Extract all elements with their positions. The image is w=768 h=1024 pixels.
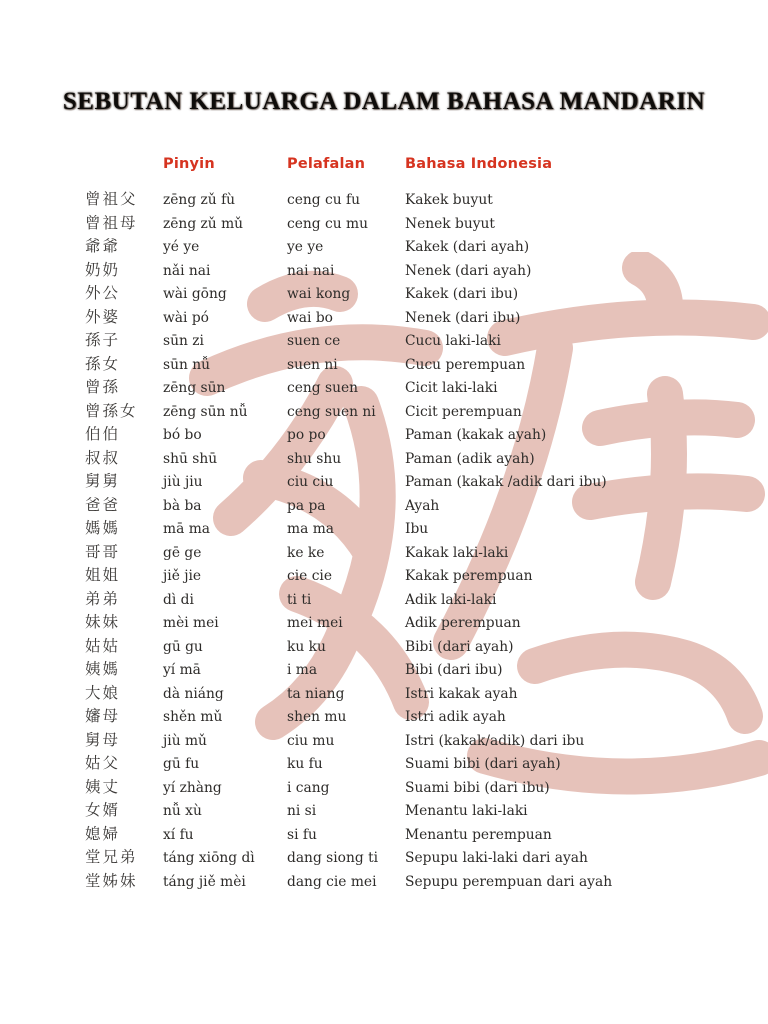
pinyin-cell: zēng sūn nǚ [163,403,248,420]
hanzi-cell: 伯伯 [85,425,121,443]
indonesian-cell: Bibi (dari ayah) [405,638,514,655]
pelafalan-cell: nai nai [287,262,335,279]
vocabulary-table [85,153,757,893]
indonesian-cell: Menantu laki-laki [405,803,528,819]
hanzi-cell: 曾孫女 [85,401,138,420]
page-title: SEBUTAN KELUARGA DALAM BAHASA MANDARIN [62,88,706,115]
hanzi-cell: 爺爺 [85,237,121,255]
table-row [85,776,757,800]
pelafalan-cell: po po [287,427,326,443]
pelafalan-cell: ciu ciu [287,474,334,490]
column-header-bahasa-indonesia: Bahasa Indonesia [405,156,553,172]
hanzi-cell: 大娘 [85,683,121,702]
hanzi-cell: 曾祖母 [85,213,138,232]
pelafalan-cell: cie cie [287,568,332,584]
pinyin-cell: bà ba [163,497,202,514]
pinyin-cell: xí fu [163,826,194,843]
table-row [85,353,757,377]
pinyin-cell: wài pó [163,309,209,326]
pelafalan-cell: si fu [287,826,317,843]
table-row [85,823,757,847]
pelafalan-cell: wai bo [287,309,333,326]
indonesian-cell: Ayah [405,497,440,514]
table-row [85,705,757,729]
pinyin-cell: dì di [163,591,194,608]
table-row [85,564,757,588]
table-header-row [85,153,757,175]
indonesian-cell: Kakek (dari ayah) [405,239,530,255]
pelafalan-cell: shen mu [287,709,347,725]
indonesian-cell: Sepupu perempuan dari ayah [405,873,613,890]
table-row [85,447,757,471]
hanzi-cell: 堂姊妹 [85,871,138,890]
pelafalan-cell: pa pa [287,497,326,514]
pinyin-cell: nǎi nai [163,262,211,279]
hanzi-cell: 姨丈 [85,777,121,796]
indonesian-cell: Kakak laki-laki [405,544,509,561]
hanzi-cell: 叔叔 [85,448,121,467]
hanzi-cell: 女婿 [85,801,121,819]
indonesian-cell: Nenek (dari ibu) [405,309,521,326]
indonesian-cell: Menantu perempuan [405,826,552,843]
pinyin-cell: yí mā [163,662,201,678]
pinyin-cell: sūn nǚ [163,356,211,373]
indonesian-cell: Istri (kakak/adik) dari ibu [405,732,585,749]
pinyin-cell: zēng zǔ mǔ [163,215,244,232]
column-header-pelafalan: Pelafalan [287,156,366,172]
hanzi-cell: 曾孫 [85,378,121,396]
pinyin-cell: yé ye [163,239,200,255]
pelafalan-cell: i cang [287,779,330,796]
table-row [85,188,757,212]
pelafalan-cell: ceng cu mu [287,215,368,232]
table-row [85,212,757,236]
pelafalan-cell: dang cie mei [287,873,377,890]
indonesian-cell: Ibu [405,521,429,537]
hanzi-cell: 哥哥 [85,542,121,561]
pelafalan-cell: mei mei [287,615,343,631]
pelafalan-cell: ku fu [287,756,323,772]
table-row [85,306,757,330]
indonesian-cell: Nenek buyut [405,215,495,232]
table-row [85,846,757,870]
pelafalan-cell: ceng cu fu [287,192,360,208]
table-row [85,541,757,565]
pinyin-cell: zēng sūn [163,380,226,396]
table-row [85,376,757,400]
indonesian-cell: Paman (kakak ayah) [405,427,547,443]
pelafalan-cell: ti ti [287,591,312,608]
pinyin-cell: gē ge [163,544,202,561]
table-row [85,658,757,682]
hanzi-cell: 爸爸 [85,495,121,514]
indonesian-cell: Nenek (dari ayah) [405,262,532,279]
table-row [85,282,757,306]
pinyin-cell: gū gu [163,638,203,655]
pelafalan-cell: ke ke [287,544,325,561]
pelafalan-cell: ye ye [287,239,324,255]
table-row [85,423,757,447]
pinyin-cell: gū fu [163,756,200,772]
hanzi-cell: 姐姐 [85,566,121,584]
pelafalan-cell: ceng suen ni [287,403,376,420]
pinyin-cell: jiě jie [163,568,202,584]
table-row [85,870,757,894]
pinyin-cell: yí zhàng [163,779,222,796]
table-row [85,494,757,518]
hanzi-cell: 堂兄弟 [85,848,138,866]
pelafalan-cell: ma ma [287,521,335,537]
table-row [85,635,757,659]
pelafalan-cell: suen ce [287,333,341,349]
table-row [85,329,757,353]
pelafalan-cell: ku ku [287,638,326,655]
table-body [85,188,757,893]
table-row [85,799,757,823]
hanzi-cell: 奶奶 [85,260,121,279]
pelafalan-cell: shu shu [287,450,342,467]
hanzi-cell: 媽媽 [85,519,121,537]
pinyin-cell: nǚ xù [163,803,202,819]
indonesian-cell: Istri kakak ayah [405,685,518,702]
hanzi-cell: 姑父 [85,754,121,772]
pelafalan-cell: i ma [287,662,318,678]
hanzi-cell: 姨媽 [85,660,121,678]
indonesian-cell: Cucu perempuan [405,356,526,373]
pinyin-cell: shěn mǔ [163,709,223,725]
indonesian-cell: Cucu laki-laki [405,333,501,349]
indonesian-cell: Sepupu laki-laki dari ayah [405,850,588,866]
hanzi-cell: 妹妹 [85,613,121,631]
indonesian-cell: Kakek buyut [405,192,493,208]
pelafalan-cell: ceng suen [287,380,359,396]
pinyin-cell: bó bo [163,427,202,443]
table-row [85,470,757,494]
pinyin-cell: shū shū [163,450,218,467]
indonesian-cell: Bibi (dari ibu) [405,662,503,678]
indonesian-cell: Paman (kakak /adik dari ibu) [405,474,607,490]
table-row [85,729,757,753]
pinyin-cell: wài gōng [163,286,227,302]
hanzi-cell: 曾祖父 [85,190,138,208]
table-row [85,752,757,776]
pinyin-cell: mèi mei [163,615,219,631]
hanzi-cell: 孫子 [85,331,121,349]
hanzi-cell: 弟弟 [85,589,121,608]
hanzi-cell: 外婆 [85,307,121,326]
pelafalan-cell: suen ni [287,356,338,373]
indonesian-cell: Paman (adik ayah) [405,450,535,467]
hanzi-cell: 孫女 [85,354,121,373]
pinyin-cell: dà niáng [163,685,224,702]
pinyin-cell: sūn zi [163,333,204,349]
column-header-pinyin: Pinyin [163,156,215,172]
table-row [85,235,757,259]
hanzi-cell: 舅舅 [85,472,121,490]
table-row [85,400,757,424]
pelafalan-cell: ciu mu [287,732,335,749]
pinyin-cell: mā ma [163,521,211,537]
pinyin-cell: jiù mǔ [163,732,207,749]
indonesian-cell: Adik laki-laki [405,591,497,608]
hanzi-cell: 外公 [85,284,121,302]
table-row [85,611,757,635]
hanzi-cell: 姑姑 [85,636,121,655]
pinyin-cell: táng jiě mèi [163,873,246,890]
pelafalan-cell: wai kong [287,286,351,302]
table-row [85,517,757,541]
table-row [85,588,757,612]
table-row [85,682,757,706]
indonesian-cell: Cicit perempuan [405,403,522,420]
indonesian-cell: Kakek (dari ibu) [405,286,519,302]
pelafalan-cell: ni si [287,803,317,819]
indonesian-cell: Kakak perempuan [405,568,533,584]
table-row [85,259,757,283]
hanzi-cell: 嬸母 [85,707,121,725]
hanzi-cell: 舅母 [85,730,121,749]
indonesian-cell: Adik perempuan [405,615,521,631]
pinyin-cell: táng xiōng dì [163,850,255,866]
pinyin-cell: zēng zǔ fù [163,192,236,208]
pelafalan-cell: ta niang [287,685,345,702]
indonesian-cell: Cicit laki-laki [405,380,498,396]
pelafalan-cell: dang siong ti [287,850,379,866]
hanzi-cell: 媳婦 [85,824,121,843]
indonesian-cell: Suami bibi (dari ayah) [405,756,561,772]
indonesian-cell: Suami bibi (dari ibu) [405,779,550,796]
pinyin-cell: jiù jiu [163,474,203,490]
indonesian-cell: Istri adik ayah [405,709,506,725]
